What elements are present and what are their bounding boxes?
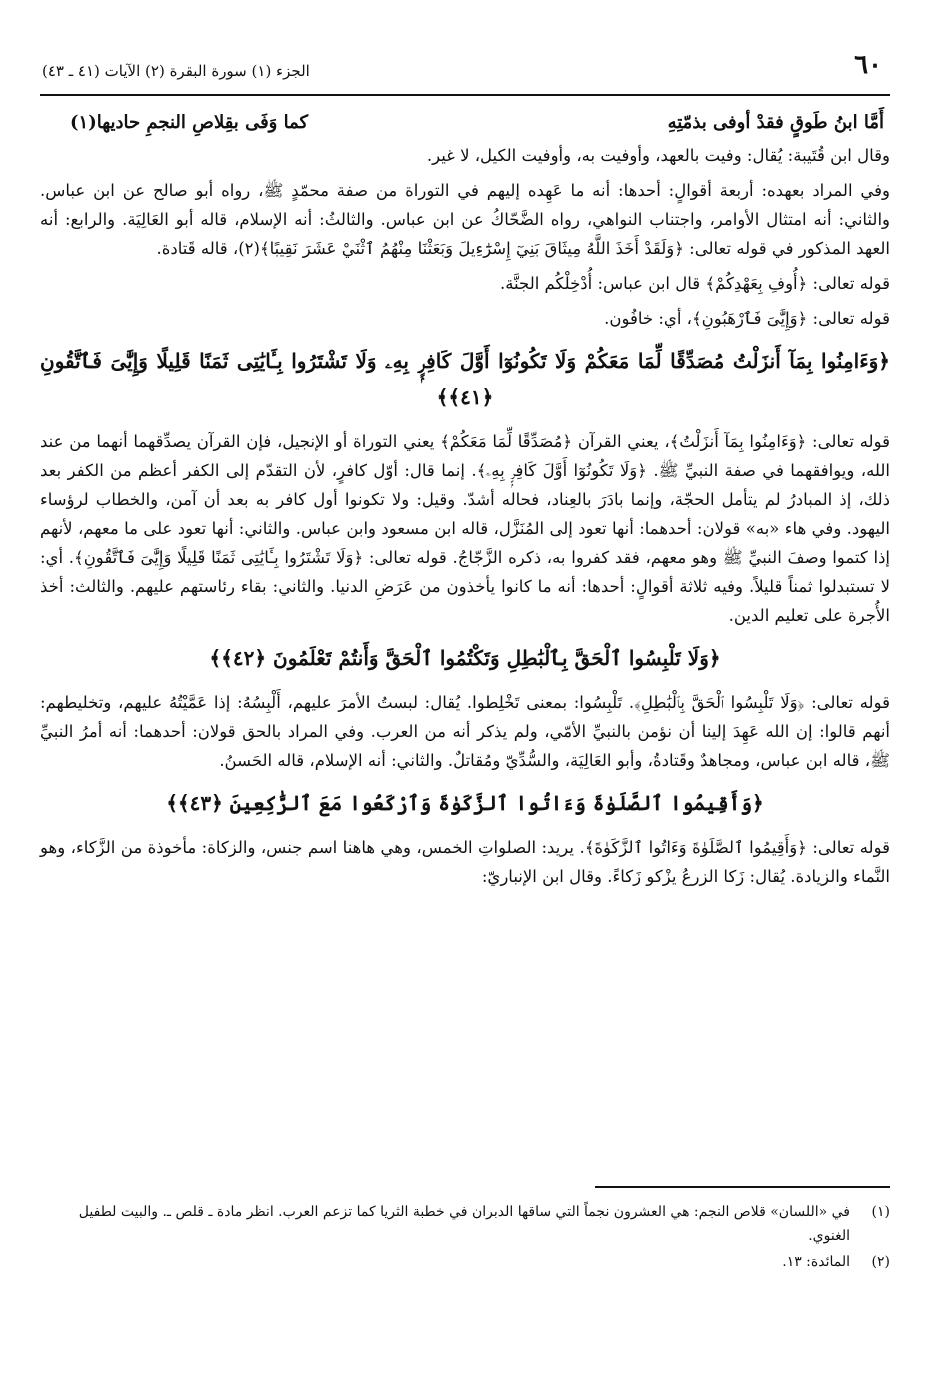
- paragraph: وفي المراد بعهده: أربعة أقوالٍ: أحدها: أنه ما عَهِده إليهم في التوراة من صفة محمّدٍ ﷺ، رواه أبو صالح عن ابن عباس. والثاني: أنه امتثال الأوامر، واجتناب النواهي، رواه الضَّحّاكُ عن ابن عباس. والثالثُ: أنه الإسلام، قاله أبو العَالِيَة. والرابع: أنه العهد المذكور في قوله تعالى: ﴿وَلَقَدْ أَخَذَ اللَّهُ مِيثَاقَ بَنِيٓ إِسْرَٰٓءِيلَ وَبَعَثْنَا مِنْهُمُ ٱثْنَيْ عَشَرَ نَقِيبًا﴾(٢)، قاله قَتادة.: [40, 181, 890, 258]
- paragraph: قوله تعالى: ﴿وَأَقِيمُوا ٱلصَّلَوٰةَ وَءَاتُوا ٱلزَّكَوٰةَ﴾. يريد: الصلواتِ الخمس، وهي هاهنا اسم جنس، والزكاة: مأخوذة من الزَّكاء، وهو النَّماء والزيادة. يُقال: زَكا الزرعُ يزْكو زَكاءً. وقال ابن الإنباريّ:: [40, 838, 890, 886]
- poem-verse: [40, 108, 890, 137]
- poem-second-hemistich: كما وَفَى بقِلاصِ النجمِ حاديها(١): [70, 112, 309, 133]
- footnote: [40, 1200, 890, 1248]
- quran-verse-42: ﴿وَلَا تَلْبِسُوا ٱلْحَقَّ بِٱلْبَٰطِلِ وَتَكْتُمُوا ٱلْحَقَّ وَأَنتُمْ تَعْلَمُونَ ﴿٤٢﴾﴾: [209, 646, 721, 670]
- main-text: [40, 108, 890, 897]
- footnote-text: في «اللسان» قلاص النجم: هي العشرون نجماً التي ساقها الدبران في خطبة الثريا كما تزعم العرب. انظر مادة ـ قلص ـ. والبيت لطفيل الغنوي.: [78, 1204, 850, 1244]
- paragraph: قوله تعالى: ﴿أُوفِ بِعَهْدِكُمْ﴾ قال ابن عباس: أُدْخِلْكُم الجنَّة.: [499, 274, 890, 293]
- paragraph: قوله تعالى: ﴿وَلَا تَلْبِسُوا ٱلْحَقَّ بِٱلْبَٰطِلِ﴾. تَلْبِسُوا: بمعنى تَخْلِطوا. يُقال: لبستُ الأمرَ عليهم، أَلْبِسُهُ: إذا عَمَّيْتُهُ عليهم، وتخليطهم: أنهم قالوا: إن الله عَهِدَ إلينا أن نؤمن بالنبيِّ الأمّي، ولم يذكر أنه من العرب. وفي المراد بالحق قولان: أحدهما: أنه أمرُ النبيِّ ﷺ، قاله ابن عباس، ومجاهدٌ وقَتادةُ، وأبو العَالِيَة، والسُّدِّيّ ومُقاتلٌ. والثاني: أنه الإسلام، قاله الحَسنُ.: [40, 693, 890, 770]
- poem-first-hemistich: أَمَّا ابنُ طَوقٍ فقدْ أوفى بذمّتِهِ: [667, 112, 884, 133]
- quran-verse-43: ﴿وَأَقِيمُوا ٱلصَّلَوٰةَ وَءَاتُوا ٱلزَّكَوٰةَ وَٱرْكَعُوا مَعَ ٱلرَّٰكِعِينَ ﴿٤٣﴾﴾: [166, 791, 764, 815]
- paragraph: قوله تعالى: ﴿وَءَامِنُوا بِمَآ أَنزَلْتُ﴾، يعني القرآن ﴿مُصَدِّقًا لِّمَا مَعَكُمْ﴾ يعني التوراة أو الإنجيل، فإن القرآن يصدِّقهما أنهما من عند الله، ويوافقهما في صفة النبيِّ ﷺ. ﴿وَلَا تَكُونُوٓا أَوَّلَ كَافِرٍۭ بِهِۦ﴾. إنما قال: أوّل كافرٍ، لأن التقدّم إلى الكفر أعظم من الكفر بعد ذلك، إذ المبادرُ لم يتأمل الحجّة، وإنما بادَرَ بالعِناد، فحاله أشدّ. وقيل: ولا تكونوا أول كافر به بعد أن آمن، والخطاب لرؤساء اليهود. وفي هاء «به» قولان: أحدهما: أنها تعود إلى المُنَزَّل، قاله ابن مسعود وابن عباس. والثاني: أنها تعود على ما معهم، لأنهم إذا كتموا وصفَ النبيِّ ﷺ وهو معهم، فقد كفروا به، ذكره الزَّجّاجُ. قوله تعالى: ﴿وَلَا تَشْتَرُوا بِـَٔايَٰتِى ثَمَنًا قَلِيلًا وَإِيَّٰىَ فَٱتَّقُونِ﴾. أي: لا تستبدلوا ثمناً قليلاً. وفيه ثلاثة أقوالٍ: أحدها: أنه ما كانوا يأخذون من عَرَضِ الدنيا. والثاني: بقاء رئاستهم عليهم. والثالث: أخذ الأُجرة على تعليم الدين.: [40, 432, 890, 625]
- footnote-text: المائدة: ١٣.: [782, 1254, 850, 1270]
- paragraph: وقال ابن قُتَيبة: يُقال: وفيت بالعهد، وأوفيت به، وأوفيت الكيل، لا غير.: [426, 146, 890, 165]
- quran-verse-41: ﴿وَءَامِنُوا بِمَآ أَنزَلْتُ مُصَدِّقًا لِّمَا مَعَكُمْ وَلَا تَكُونُوٓا أَوَّلَ كَافِرٍۭ بِهِۦ وَلَا تَشْتَرُوا بِـَٔايَٰتِى ثَمَنًا قَلِيلًا وَإِيَّٰىَ فَٱتَّقُونِ ﴿٤١﴾﴾: [40, 349, 890, 409]
- page-number: ٦٠: [854, 50, 882, 80]
- page-header: [40, 50, 890, 96]
- footnote: [40, 1250, 890, 1274]
- footnote-number: (٢): [871, 1254, 890, 1270]
- footnote-divider: [595, 1186, 890, 1188]
- footnote-number: (١): [871, 1204, 890, 1220]
- paragraph: قوله تعالى: ﴿وَإِيَّٰىَ فَٱرْهَبُونِ﴾، أي: خافُون.: [604, 309, 890, 328]
- footnotes: [40, 1200, 890, 1276]
- running-title: الجزء (١) سورة البقرة (٢) الآيات (٤١ ـ ٤٣): [42, 62, 310, 80]
